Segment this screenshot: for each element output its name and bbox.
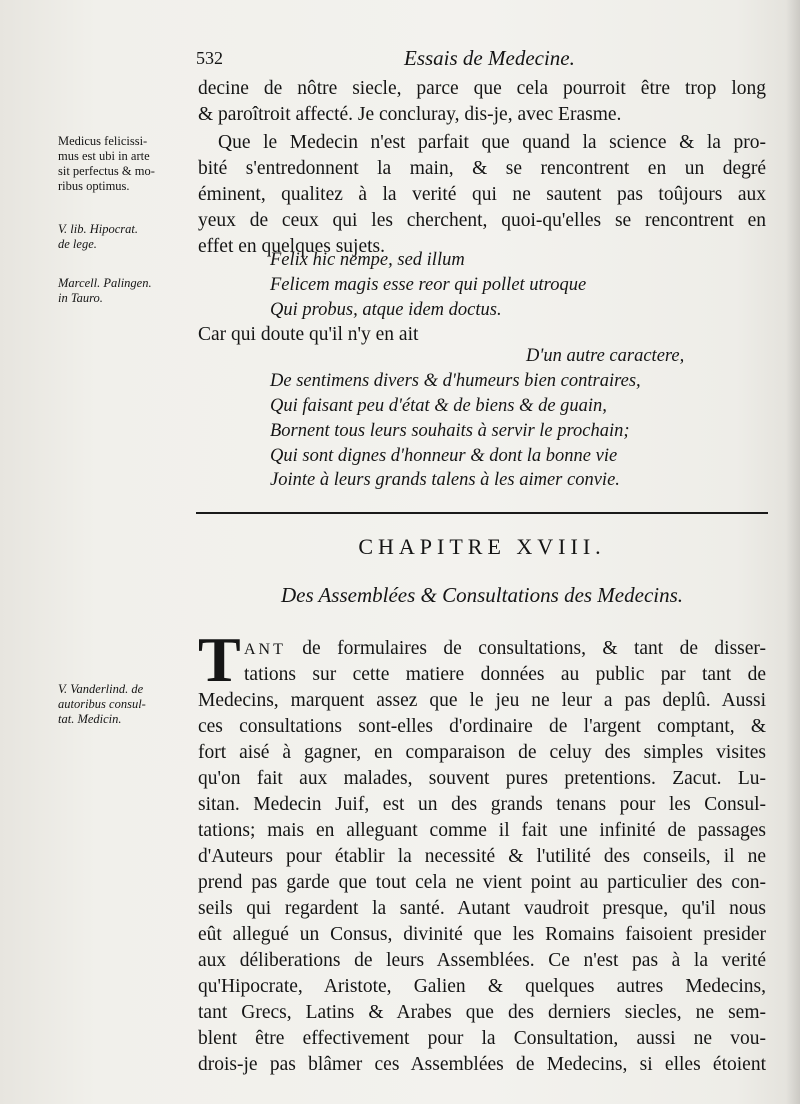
text-line: aux déliberations de leurs Assemblées. Ce n'est pas à la verité <box>198 950 766 971</box>
text-line: blent être effectivement pour la Consultation, aussi ne vou- <box>198 1028 766 1049</box>
french-verse-line: Qui faisant peu d'état & de biens & de guain, <box>270 396 607 416</box>
text-line: & paroîtroit affecté. Je concluray, dis-je, avec Erasme. <box>198 104 622 125</box>
text-line: seils qui regardent la santé. Autant vaudroit presque, qu'il nous <box>198 898 766 919</box>
text-line: eût allegué un Consus, divinité que les Romains faisoient presider <box>198 924 766 945</box>
french-verse-line: De sentimens divers & d'humeurs bien contraires, <box>270 371 641 391</box>
drop-cap: T <box>198 624 241 695</box>
chapter-subtitle: Des Assemblées & Consultations des Medecins. <box>280 583 684 607</box>
chapter-body <box>198 636 766 1078</box>
margin-note-vanderlind: V. Vanderlind. de autoribus consul- tat. Medicin. <box>58 682 146 726</box>
margin-note-medicus: Medicus felicissi- mus est ubi in arte sit perfectus & mo- ribus optimus. <box>58 134 155 193</box>
text-line: effet en quelques sujets. <box>198 236 386 257</box>
text-line: Que le Medecin n'est parfait que quand la science & la pro- <box>218 132 766 153</box>
car-line: Car qui doute qu'il n'y en ait <box>198 324 419 345</box>
latin-verse-line: Felix hic nempe, sed illum <box>270 250 465 270</box>
margin-note-palingen: Marcell. Palingen. in Tauro. <box>58 276 152 305</box>
text-line: yeux de ceux qui les cherchent, quoi-qu'elles se rencontrent en <box>198 210 766 231</box>
text-line: prend pas garde que tout cela ne vient point au particulier des con- <box>198 872 766 893</box>
page-number: 532 <box>196 48 223 68</box>
paragraph-medecin-parfait <box>198 130 766 260</box>
text-line: drois-je pas blâmer ces Assemblées de Medecins, si elles étoient <box>198 1054 766 1075</box>
french-verse-line: Qui sont dignes d'honneur & dont la bonne vie <box>270 446 618 466</box>
margin-note-hipocrat: V. lib. Hipocrat. de lege. <box>58 222 138 251</box>
french-verse-line: Bornent tous leurs souhaits à servir le prochain; <box>270 421 630 441</box>
french-verse-line: Jointe à leurs grands talens à les aimer convie. <box>270 470 620 490</box>
text-line: ces consultations sont-elles d'ordinaire de l'argent comptant, & <box>198 716 766 737</box>
chapter-divider <box>196 512 768 514</box>
text-line: fort aisé à gagner, en comparaison de celuy des simples visites <box>198 742 766 763</box>
text-line: bité s'entredonnent la main, & se rencontrent en un degré <box>198 158 766 179</box>
first-word-rest: ANT <box>244 641 286 658</box>
text-line: tations sur cette matiere données au public par tant de <box>244 664 766 685</box>
text-line: Medecins, marquent assez que le jeu ne leur a pas deplû. Aussi <box>198 690 766 711</box>
text-line: decine de nôtre siecle, parce que cela pourroit être trop long <box>198 78 766 99</box>
text-line: ANT de formulaires de consultations, & tant de disser- <box>244 638 766 659</box>
text-line: éminent, qualitez à la verité qui ne sautent pas toûjours aux <box>198 184 766 205</box>
text-line: tant Grecs, Latins & Arabes que des derniers siecles, ne sem- <box>198 1002 766 1023</box>
chapter-title: CHAPITRE XVIII. <box>358 534 606 559</box>
french-verse-line: D'un autre caractere, <box>526 346 685 366</box>
text-line: sitan. Medecin Juif, est un des grands tenans pour les Consul- <box>198 794 766 815</box>
text-line: d'Auteurs pour établir la necessité & l'utilité des conseils, il ne <box>198 846 766 867</box>
latin-verse-line: Felicem magis esse reor qui pollet utroque <box>270 275 587 295</box>
page-shadow-right <box>786 0 800 1104</box>
page-header <box>196 48 772 74</box>
text-line: tations; mais en alleguant comme il fait une infinité de passages <box>198 820 766 841</box>
text-line: qu'Hipocrate, Aristote, Galien & quelques autres Medecins, <box>198 976 766 997</box>
paragraph-erasme <box>198 76 766 128</box>
text-line: qu'on fait aux malades, souvent pures pretentions. Zacut. Lu- <box>198 768 766 789</box>
latin-verse-line: Qui probus, atque idem doctus. <box>270 300 502 320</box>
running-title: Essais de Medecine. <box>404 46 575 70</box>
